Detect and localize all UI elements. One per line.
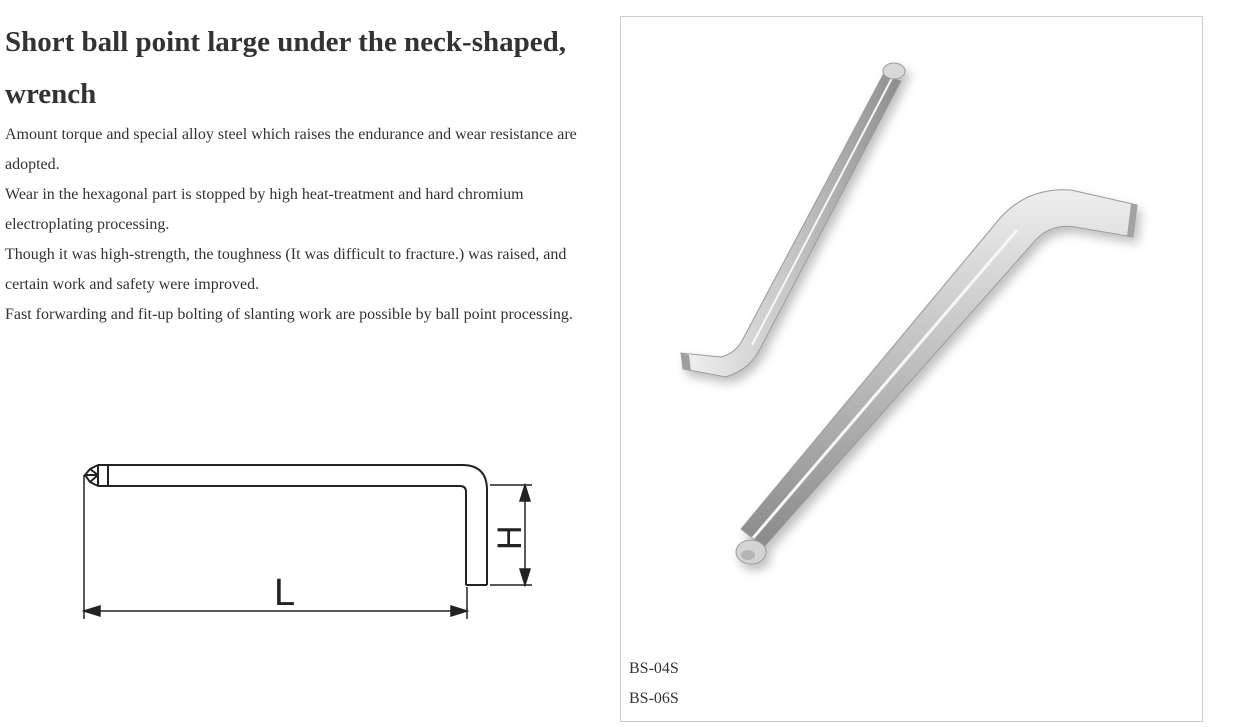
product-description [5,120,595,330]
dimension-diagram [60,445,560,635]
wrench-photo [661,47,1181,607]
product-photo-panel [620,16,1203,722]
ball-point-end [85,465,98,486]
model-code: BS-04S [629,660,679,677]
description-line: Though it was high-strength, the toughness (It was difficult to fracture.) was raised, and certain work and safety were improved. [5,246,567,293]
height-label: H [491,525,529,550]
wrench-drawing [60,445,560,635]
description-line: Fast forwarding and fit-up bolting of slanting work are possible by ball point processing. [5,306,573,323]
product-info [5,16,595,330]
model-code: BS-06S [629,690,679,707]
description-line: Amount torque and special alloy steel which raises the endurance and wear resistance are adopted. [5,126,577,173]
wrench-body [98,465,487,585]
length-label: L [274,572,296,614]
description-line: Wear in the hexagonal part is stopped by high heat-treatment and hard chromium electroplating processing. [5,186,524,233]
product-title: Short ball point large under the neck-shaped, wrench [5,26,567,110]
small-wrench [681,63,905,377]
model-list [629,654,679,714]
